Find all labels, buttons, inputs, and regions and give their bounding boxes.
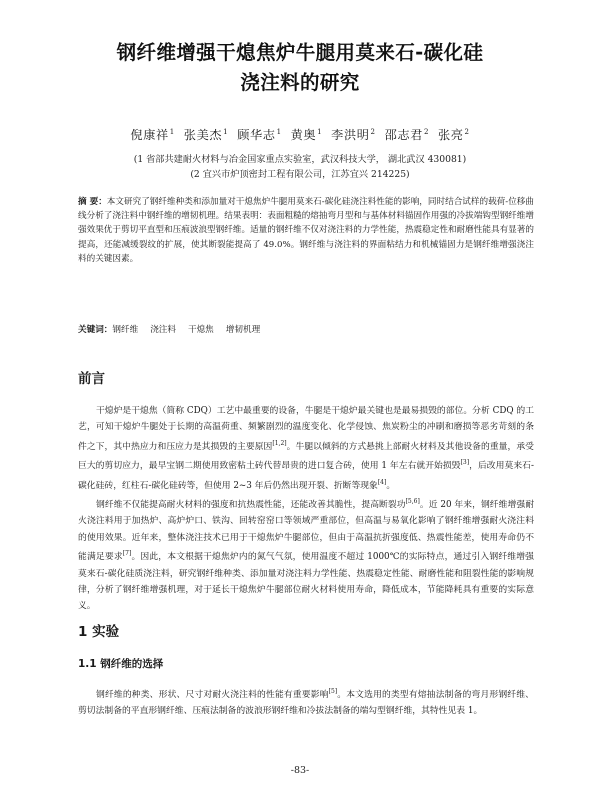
author: 邵志君$^2$ — [384, 128, 429, 142]
keyword: 干熄焦 — [187, 325, 214, 335]
keywords-label: 关键词： — [78, 325, 113, 335]
abstract-label: 摘 要： — [78, 197, 107, 207]
citation: [1,2] — [272, 439, 287, 447]
author: 倪康祥$^1$ — [130, 128, 175, 142]
section-heading-intro: 前言 — [78, 371, 105, 387]
author: 黄奥$^1$ — [290, 128, 323, 142]
paper-title-line-1: 钢纤维增强干熄焦炉牛腿用莫来石-碳化硅 — [116, 41, 484, 64]
intro-body — [78, 403, 534, 615]
abstract — [78, 195, 534, 266]
fiber-selection-body — [78, 684, 534, 720]
citation: [3] — [460, 459, 470, 467]
author: 张亮$^2$ — [437, 128, 470, 142]
section-heading-experiment: 1 实验 — [78, 624, 120, 640]
keyword: 浇注料 — [150, 325, 176, 335]
author: 顾华志$^1$ — [237, 128, 282, 142]
citation: [4] — [377, 478, 387, 486]
affiliation-2: (2 宜兴市炉顶密封工程有限公司，江苏宜兴 214225) — [190, 169, 410, 180]
intro-paragraph-2: 钢纤维不仅能提高耐火材料的强度和抗热震性能，还能改善其脆性，提高断裂功[5,6]。近 20 年来，钢纤维增强耐火浇注料用于加热炉、高炉炉口、铁沟、回转窑窑口等领域严重部位，但高温与易氧化影响了钢纤维增强耐火浇注料的使用效果。近年来，整体浇注技术已用于干熄焦炉牛腿部位，但由于高温抗折强度低、热震性能差，使用寿命仍不能满足要求[7]。因此，本文根据干熄焦炉内的氮气气氛，使用温度不超过 1000℃的实际特点，通过引入钢纤维增强莫来石-碳化硅质浇注料，研究钢纤维种类、添加量对浇注料力学性能、热震稳定性能、耐磨性能和阻裂性能的影响规律，分析了钢纤维增强机理，对于延长干熄焦炉牛腿部位耐火材料使用寿命，降低成本，节能降耗具有重要的实际意义。 — [78, 498, 534, 612]
keywords — [78, 323, 272, 335]
intro-paragraph-1: 干熄炉是干熄焦（简称 CDQ）工艺中最重要的设备，牛腿是干熄炉最关键也是最易损毁的部位。分析 CDQ 的工艺，可知干熄炉牛腿处于长期的高温荷重、频繁剧烈的温度变化、化学侵蚀、焦炭粉尘的冲刷和磨损等恶劣苛刻的条件之下，其中热应力和压应力是其损毁的主要原因[1,2]。牛腿以倾斜的方式悬挑上部耐火材料及其他设备的重量，承受巨大的剪切应力，最早宝钢二期使用致密粘土砖代替昂贵的进口复合砖，使用 1 年左右就开始损毁[3]，后改用莫来石-碳化硅砖，红柱石-碳化硅砖等，但使用 2~3 年后仍然出现开裂、折断等现象[4]。 — [78, 406, 534, 491]
author: 张美杰$^1$ — [183, 128, 229, 142]
citation: [5,6] — [405, 498, 420, 506]
abstract-text: 本文研究了钢纤维种类和添加量对干熄焦炉牛腿用莫来石-碳化硅浇注料性能的影响，同时结合试样的载荷-位移曲线分析了浇注料中钢纤维的增韧机理。结果表明：表面粗糙的熔抽弯月型和与基体材料锚固作用强的冷拔端钩型钢纤维增强效果优于剪切平直型和压痕波浪型钢纤维。适量的钢纤维不仅对浇注料的力学性能，热震稳定性和耐磨性能具有显著的提高，还能减缓裂纹的扩展，使其断裂能提高了 49.0%。钢纤维与浇注料的界面粘结力和机械锚固力是钢纤维增强浇注料的关键因素。 — [78, 197, 534, 264]
author-list — [0, 126, 600, 143]
citation: [5] — [328, 688, 338, 695]
keyword: 增韧机理 — [225, 325, 261, 335]
keyword: 钢纤维 — [112, 325, 139, 335]
fiber-selection-paragraph: 钢纤维的种类、形状、尺寸对耐火浇注料的性能有重要影响[5]。本文选用的类型有熔抽法制备的弯月形钢纤维、剪切法制备的平直形钢纤维、压痕法制备的波浪形钢纤维和冷拔法制备的端勾型钢纤维，其特性见表 1。 — [78, 688, 534, 717]
author: 李洪明$^2$ — [331, 128, 376, 142]
affiliation-1: (1 省部共建耐火材料与冶金国家重点实验室，武汉科技大学， 湖北武汉 430081) — [133, 154, 467, 165]
subsection-heading-fiber-selection: 1.1 钢纤维的选择 — [78, 658, 164, 670]
paper-title-line-2: 浇注料的研究 — [240, 71, 360, 94]
page-number: -83- — [290, 765, 310, 776]
citation: [7] — [122, 550, 132, 558]
